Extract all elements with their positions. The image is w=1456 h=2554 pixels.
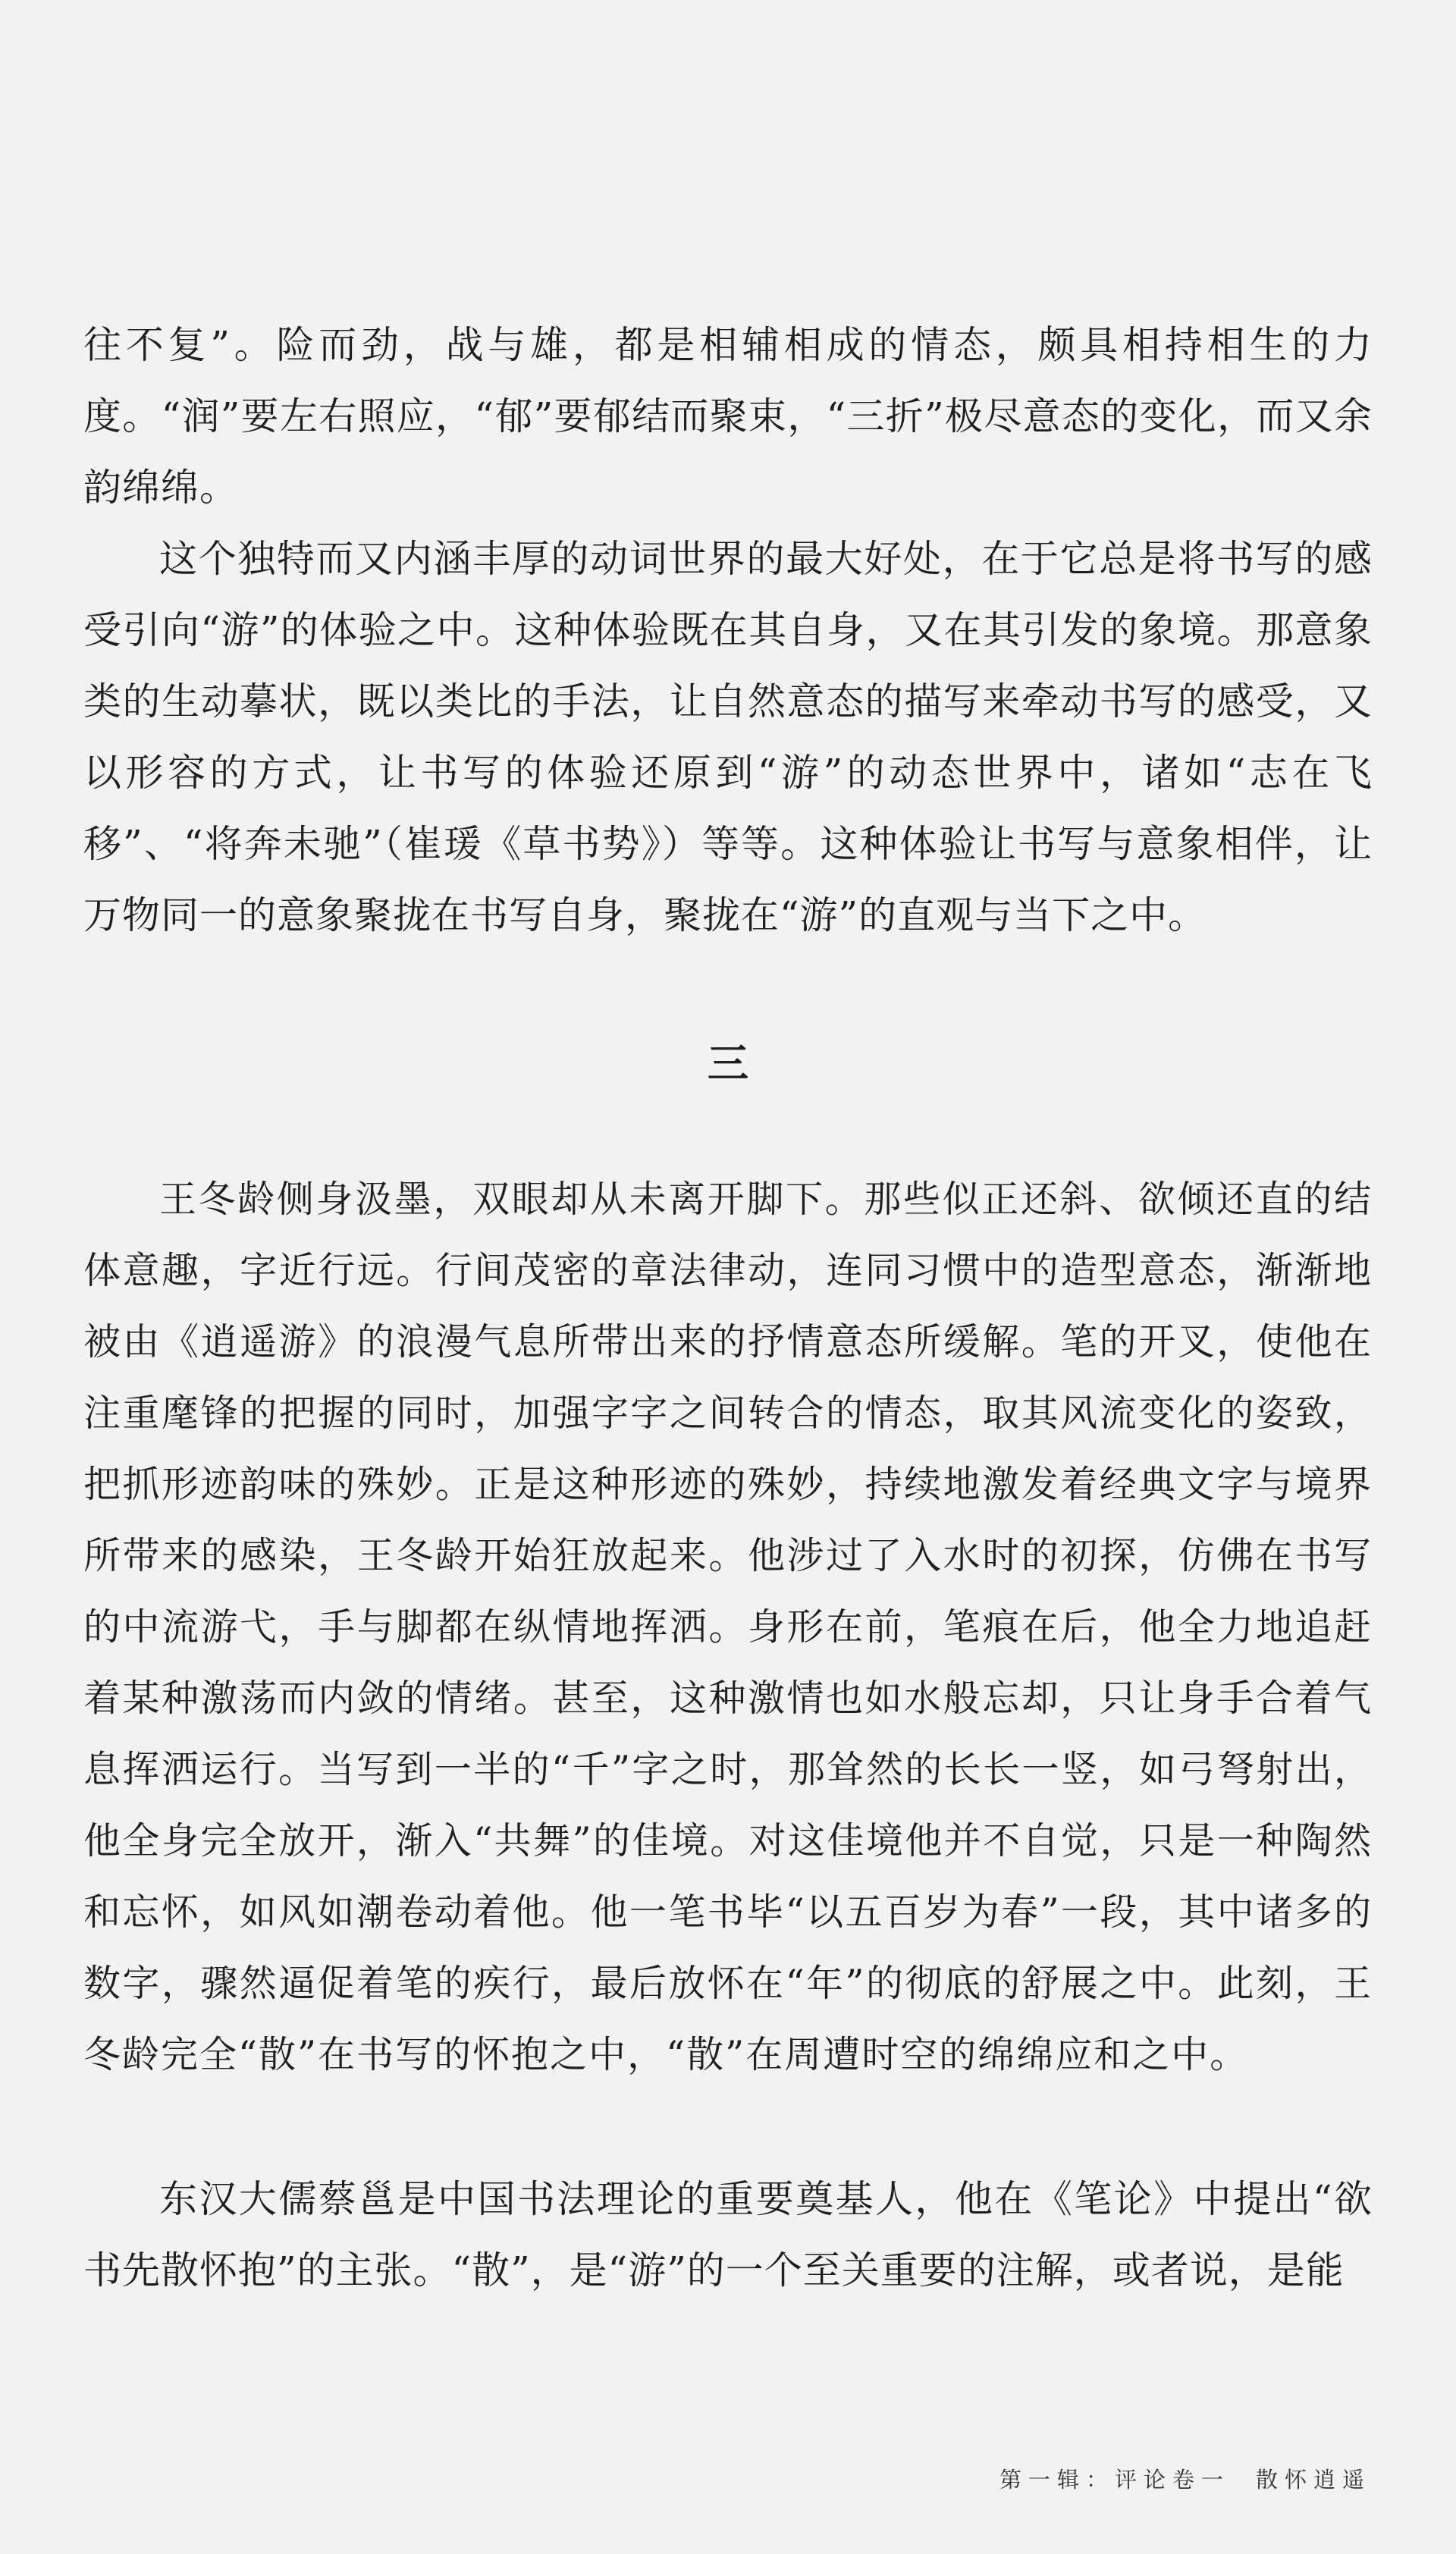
footer-book-title: 散怀逍遥: [1255, 2467, 1371, 2493]
body-text-quote: [83, 1164, 1373, 2091]
paragraph-continuation: 往不复”。险而劲，战与雄，都是相辅相成的情态，颇具相持相生的力度。“润”要左右照应，“郁”要郁结而聚束，“三折”极尽意态的变化，而又余韵绵绵。: [83, 323, 1373, 510]
paragraph-performance-description: 王冬龄侧身汲墨，双眼却从未离开脚下。那些似正还斜、欲倾还直的结体意趣，字近行远。行间茂密的章法律动，连同习惯中的造型意态，渐渐地被由《逍遥游》的浪漫气息所带出来的抒情意态所缓解。笔的开叉，使他在注重麾锋的把握的同时，加强字字之间转合的情态，取其风流变化的姿致，把抓形迹韵味的殊妙。正是这种形迹的殊妙，持续地激发着经典文字与境界所带来的感染，王冬龄开始狂放起来。他涉过了入水时的初探，仿佛在书写的中流游弋，手与脚都在纵情地挥洒。身形在前，笔痕在后，他全力地追赶着某种激荡而内敛的情绪。甚至，这种激情也如水般忘却，只让身手合着气息挥洒运行。当写到一半的“千”字之时，那耸然的长长一竖，如弓弩射出，他全身完全放开，渐入“共舞”的佳境。对这佳境他并不自觉，只是一种陶然和忘怀，如风如潮卷动着他。他一笔书毕“以五百岁为春”一段，其中诸多的数字，骤然逼促着笔的疾行，最后放怀在“年”的彻底的舒展之中。此刻，王冬龄完全“散”在书写的怀抱之中，“散”在周遭时空的绵绵应和之中。: [83, 1178, 1373, 2076]
body-text-top: [83, 309, 1373, 951]
section-heading: 三: [708, 1039, 748, 1087]
paragraph-verb-world: 这个独特而又内涵丰厚的动词世界的最大好处，在于它总是将书写的感受引向“游”的体验之中。这种体验既在其自身，又在其引发的象境。那意象类的生动摹状，既以类比的手法，让自然意态的描写来牵动书写的感受，又以形容的方式，让书写的体验还原到“游”的动态世界中，诸如“志在飞移”、“将奔未驰”（崔瑗《草书势》）等等。这种体验让书写与意象相伴，让万物同一的意象聚拢在书写自身，聚拢在“游”的直观与当下之中。: [83, 537, 1373, 937]
paragraph-cai-yong: 东汉大儒蔡邕是中国书法理论的重要奠基人，他在《笔论》中提出“欲书先散怀抱”的主张。“散”，是“游”的一个至关重要的注解，或者说，是能: [83, 2177, 1373, 2292]
body-text-bottom: [83, 2163, 1373, 2306]
running-footer: [999, 2465, 1371, 2495]
footer-part-label: 第一辑：评论卷一: [999, 2467, 1230, 2493]
